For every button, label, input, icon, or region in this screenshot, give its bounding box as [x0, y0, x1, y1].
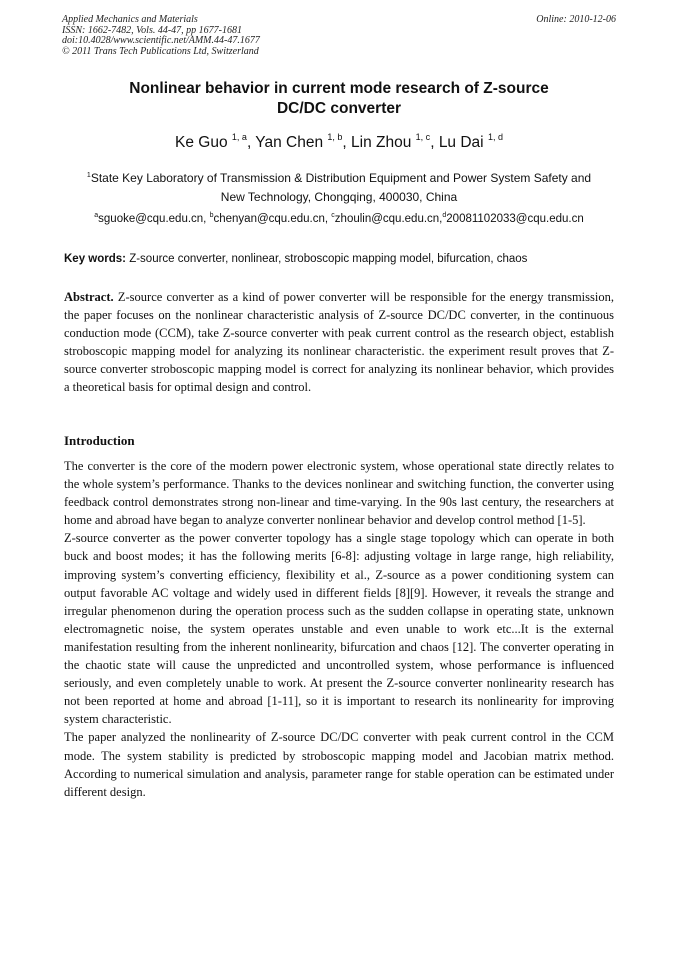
journal-name: Applied Mechanics and Materials — [62, 14, 198, 25]
keywords — [64, 251, 616, 267]
email-address: zhoulin@cqu.edu.cn, — [334, 213, 443, 225]
author-list — [62, 133, 616, 153]
paper-title — [62, 79, 616, 119]
title-line-2: DC/DC converter — [276, 100, 402, 117]
author — [255, 134, 351, 151]
email-sup: b — [209, 212, 214, 219]
author-name: Lin Zhou — [351, 134, 412, 151]
online-date: Online: 2010-12-06 — [536, 14, 616, 25]
author-affil-sup: 1, c — [415, 132, 431, 142]
paragraph: The paper analyzed the nonlinearity of Z-source DC/DC converter with peak current control in the CCM mode. The system stability is predicted by stroboscopic mapping model and Jacobian matrix method. According to numerical simulation and analysis, parameter range for stable operation can be estimated under different design. — [64, 730, 614, 799]
abstract-text: Z-source converter as a kind of power converter will be responsible for the energy transmission, the paper focuses on the nonlinear characteristic analysis of Z-source DC/DC converter, in the continuous conduction mode (CCM), take Z-source converter with peak current control as the research object, establish stroboscopic mapping model for analyzing its nonlinear characteristic. the experiment result proves that Z-source converter stroboscopic mapping model is correct for analyzing its nonlinear behavior, which provides a theoretical basis for optimal design and control. — [64, 290, 614, 395]
author-affil-sup: 1, a — [231, 132, 247, 142]
author-name: Lu Dai — [438, 134, 484, 151]
author-separator: , — [246, 134, 256, 151]
author-name: Yan Chen — [255, 134, 324, 151]
copyright-line: © 2011 Trans Tech Publications Ltd, Switzerland — [62, 45, 259, 57]
affiliation-text-1: State Key Laboratory of Transmission & Distribution Equipment and Power System Safety and — [90, 171, 592, 185]
affiliation-sup: 1 — [86, 172, 91, 179]
author — [439, 134, 503, 151]
email-address: chenyan@cqu.edu.cn, — [213, 213, 332, 225]
title-line-1: Nonlinear behavior in current mode research of Z-source — [129, 80, 549, 97]
author-affil-sup: 1, b — [327, 132, 343, 142]
introduction-body — [64, 457, 614, 801]
author — [175, 134, 255, 151]
author — [351, 134, 439, 151]
email-list — [62, 211, 616, 227]
email-address: 20081102033@cqu.edu.cn — [446, 213, 584, 225]
introduction-heading: Introduction — [64, 433, 135, 448]
affiliation-line-2: New Technology, Chongqing, 400030, China — [220, 190, 458, 204]
email-sup: a — [94, 212, 99, 219]
paragraph: The converter is the core of the modern power electronic system, whose operational state directly relates to the whole system’s performance. Thanks to the devices nonlinear and switching function, the converter using feedback control demonstrates strong non-linear and time-varying. In the 90s last century, the researchers at home and abroad have began to analyze converter nonlinear behavior and develop control method [1-5]. — [64, 459, 614, 528]
affiliation — [62, 169, 616, 207]
paragraph: Z-source converter as the power converter topology has a single stage topology which can operate in both buck and boost modes; it has the following merits [6-8]: adjusting voltage in large range, high reliability, improving system’s converting efficiency, flexibility et al., Z-source as a power conditioning system can output favorable AC voltage and widely used in different fields [8][9]. However, it reveals the strange and irregular phenomenon during the operation process such as the sudden collapse in operating state, unknown electromagnetic noise, the system operates unstable and even unable to work etc...It is the external manifestation resulting from the inherent nonlinearity, bifurcation and chaos [12]. The converter operating in the chaotic state will cause the unpredicted and uncontrolled system, whose performance is influenced seriously, and even completely unable to work. At present the Z-source converter nonlinearity research has not been reported at home and abroad [1-11], so it is important to research its nonlinearity for improving system characteristic. — [64, 531, 614, 727]
doi-line: doi:10.4028/www.scientific.net/AMM.44-47.1677 — [62, 35, 260, 46]
affiliation-line-1 — [62, 169, 616, 188]
abstract — [64, 288, 614, 397]
issn-line: ISSN: 1662-7482, Vols. 44-47, pp 1677-1681 — [62, 24, 242, 36]
journal-header — [62, 15, 616, 57]
author-affil-sup: 1, d — [487, 132, 503, 142]
abstract-label: Abstract. — [64, 290, 114, 304]
author-name: Ke Guo — [175, 134, 228, 151]
author-separator: , — [342, 134, 352, 151]
keywords-text: Z-source converter, nonlinear, stroboscopic mapping model, bifurcation, chaos — [126, 253, 528, 265]
email-address: sguoke@cqu.edu.cn, — [98, 213, 210, 225]
email-sup: d — [442, 212, 447, 219]
email-sup: c — [331, 212, 335, 219]
keywords-label: Key words: — [64, 253, 126, 265]
author-separator: , — [430, 134, 439, 151]
